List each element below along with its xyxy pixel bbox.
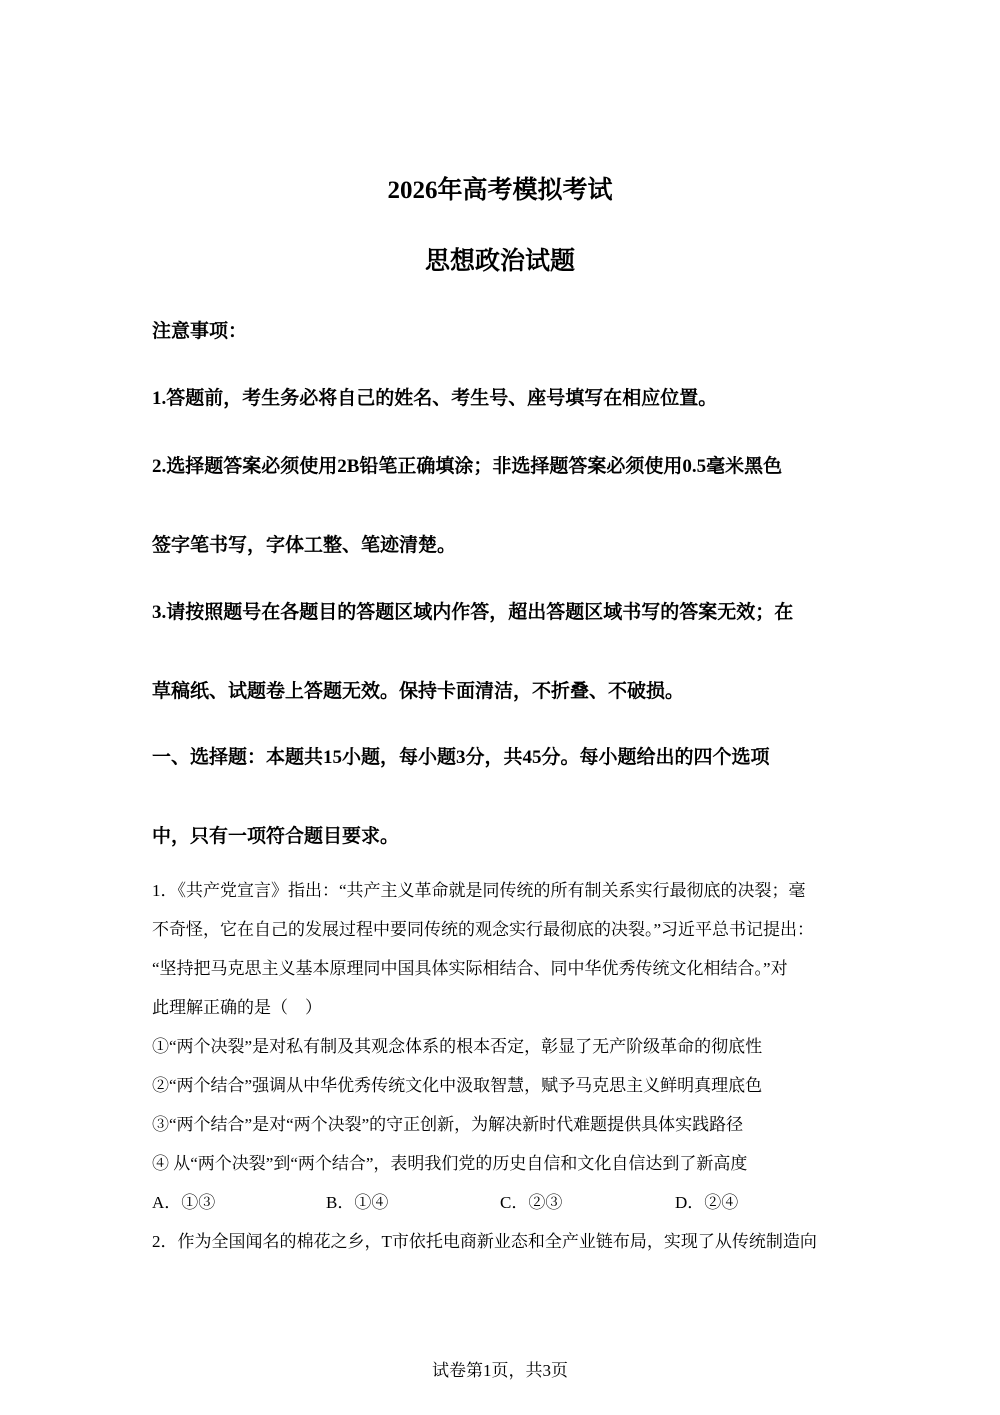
- notes-heading: 注意事项：: [152, 321, 248, 342]
- note-line: 2.选择题答案必须使用2B铅笔正确填涂；非选择题答案必须使用0.5毫米黑色: [152, 456, 783, 477]
- statement-line: ①“两个决裂”是对私有制及其观念体系的根本否定，彰显了无产阶级革命的彻底性: [152, 1037, 763, 1056]
- option-a: A．①③: [152, 1193, 216, 1212]
- question-stem-line: 此理解正确的是（ ）: [152, 998, 322, 1017]
- exam-subject: 思想政治试题: [424, 248, 575, 275]
- option-b: B．①④: [326, 1193, 389, 1212]
- section-heading: 中，只有一项符合题目要求。: [152, 826, 400, 847]
- option-c: C．②③: [500, 1193, 563, 1212]
- statement-line: ②“两个结合”强调从中华优秀传统文化中汲取智慧，赋予马克思主义鲜明真理底色: [152, 1076, 763, 1095]
- statement-line: ③“两个结合”是对“两个决裂”的守正创新，为解决新时代难题提供具体实践路径: [152, 1115, 744, 1134]
- option-d: D．②④: [675, 1193, 739, 1212]
- note-line: 签字笔书写，字体工整、笔迹清楚。: [152, 535, 457, 556]
- note-line: 草稿纸、试题卷上答题无效。保持卡面清洁，不折叠、不破损。: [152, 681, 685, 702]
- exam-title: 2026年高考模拟考试: [387, 177, 613, 204]
- page-footer: 试卷第1页，共3页: [432, 1361, 568, 1380]
- question-stem-line: “坚持把马克思主义基本原理同中国具体实际相结合、同中华优秀传统文化相结合。”对: [152, 959, 788, 978]
- note-line: 3.请按照题号在各题目的答题区域内作答，超出答题区域书写的答案无效；在: [152, 602, 794, 623]
- question-stem-line: 不奇怪，它在自己的发展过程中要同传统的观念实行最彻底的决裂。”习近平总书记提出：: [152, 920, 815, 939]
- statement-line: ④ 从“两个决裂”到“两个结合”，表明我们党的历史自信和文化自信达到了新高度: [152, 1154, 748, 1173]
- question-stem-line: 1．《共产党宣言》指出：“共产主义革命就是同传统的所有制关系实行最彻底的决裂；毫: [152, 881, 806, 900]
- note-line: 1.答题前，考生务必将自己的姓名、考生号、座号填写在相应位置。: [152, 388, 718, 409]
- section-heading: 一、选择题：本题共15小题，每小题3分，共45分。每小题给出的四个选项: [152, 747, 770, 768]
- question-stem-line: 2．作为全国闻名的棉花之乡，T市依托电商新业态和全产业链布局，实现了从传统制造向: [152, 1232, 817, 1251]
